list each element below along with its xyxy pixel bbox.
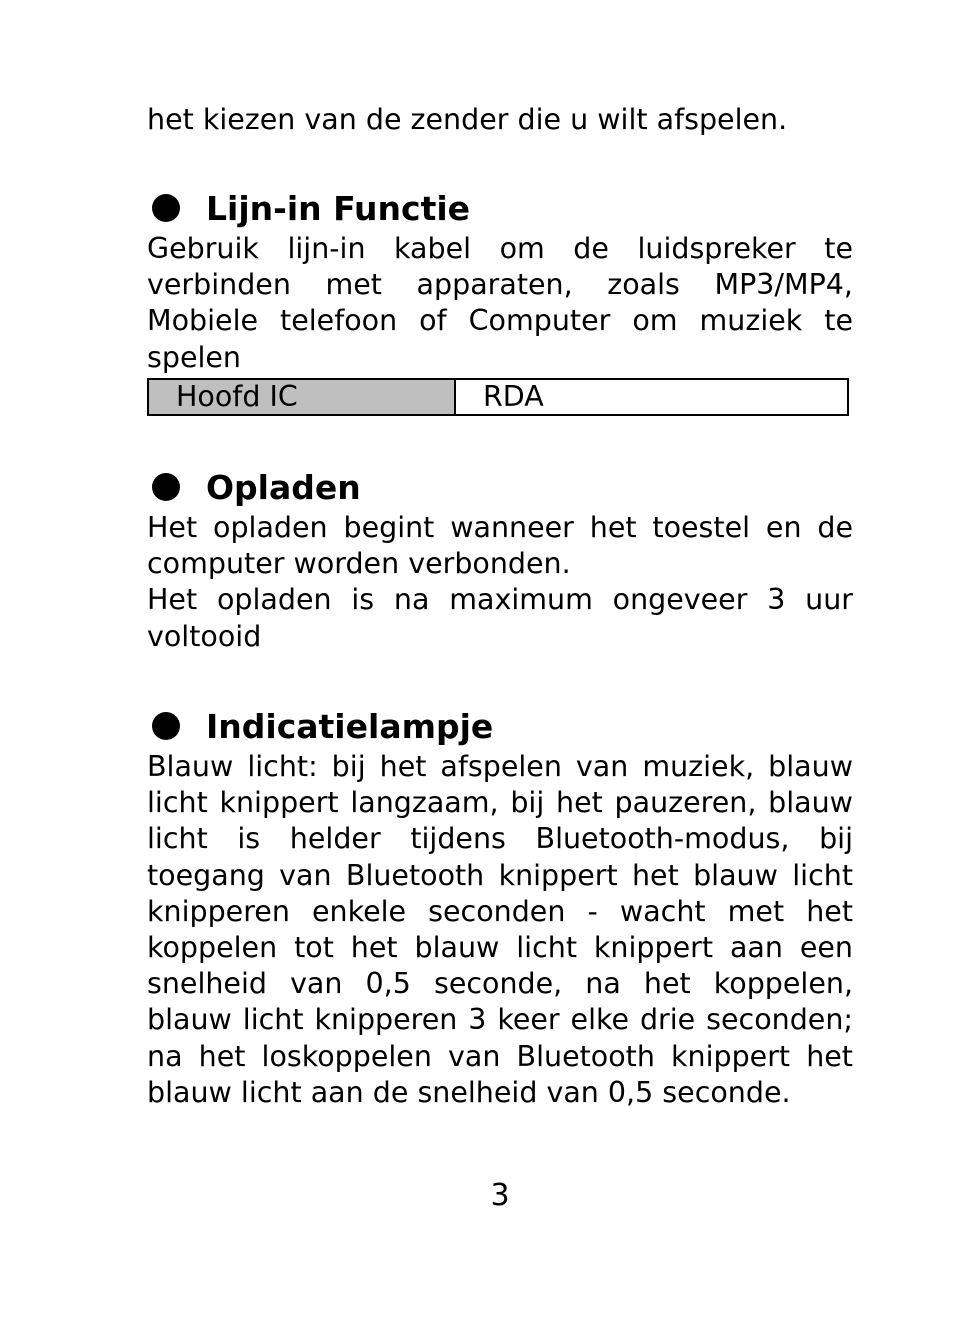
section-heading: [147, 185, 853, 231]
section-paragraph: Gebruik lijn-in kabel om de luidspreker te verbinden met apparaten, zoals MP3/MP4, Mobiele telefoon of Computer om muziek te spelen: [147, 232, 853, 374]
page-number: 3: [490, 1178, 510, 1213]
section-paragraph: Het opladen is na maximum ongeveer 3 uur voltooid: [147, 583, 853, 653]
spec-key-cell: Hoofd IC: [148, 379, 455, 415]
bullet-icon: [152, 712, 180, 740]
spec-table: [147, 378, 849, 416]
section-opladen: [147, 464, 853, 655]
section-paragraph: Blauw licht: bij het afspelen van muziek, blauw licht knippert langzaam, bij het pauzeren, blauw licht is helder tijdens Bluetooth-modus, bij toegang van Bluetooth knippert het blauw licht knipperen enkele seconden - wacht met het koppelen tot het blauw licht knippert aan een snelheid van 0,5 seconde, na het koppelen, blauw licht knipperen 3 keer elke drie seconden; na het loskoppelen van Bluetooth knippert het blauw licht aan de snelheid van 0,5 seconde.: [147, 750, 853, 1109]
section-title: Indicatielampje: [206, 706, 494, 746]
section-heading: [147, 703, 853, 749]
section-title: Lijn-in Functie: [206, 188, 471, 228]
section-line-in: [147, 185, 853, 416]
section-heading: [147, 464, 853, 510]
spec-value-cell: RDA: [455, 379, 848, 415]
section-paragraph: Het opladen begint wanneer het toestel en de computer worden verbonden.: [147, 511, 853, 581]
bullet-icon: [152, 473, 180, 501]
bullet-icon: [152, 194, 180, 222]
section-title: Opladen: [206, 467, 361, 507]
intro-paragraph: het kiezen van de zender die u wilt afspelen.: [147, 103, 788, 136]
table-row: [148, 379, 848, 415]
section-indicatielampje: [147, 703, 853, 1111]
